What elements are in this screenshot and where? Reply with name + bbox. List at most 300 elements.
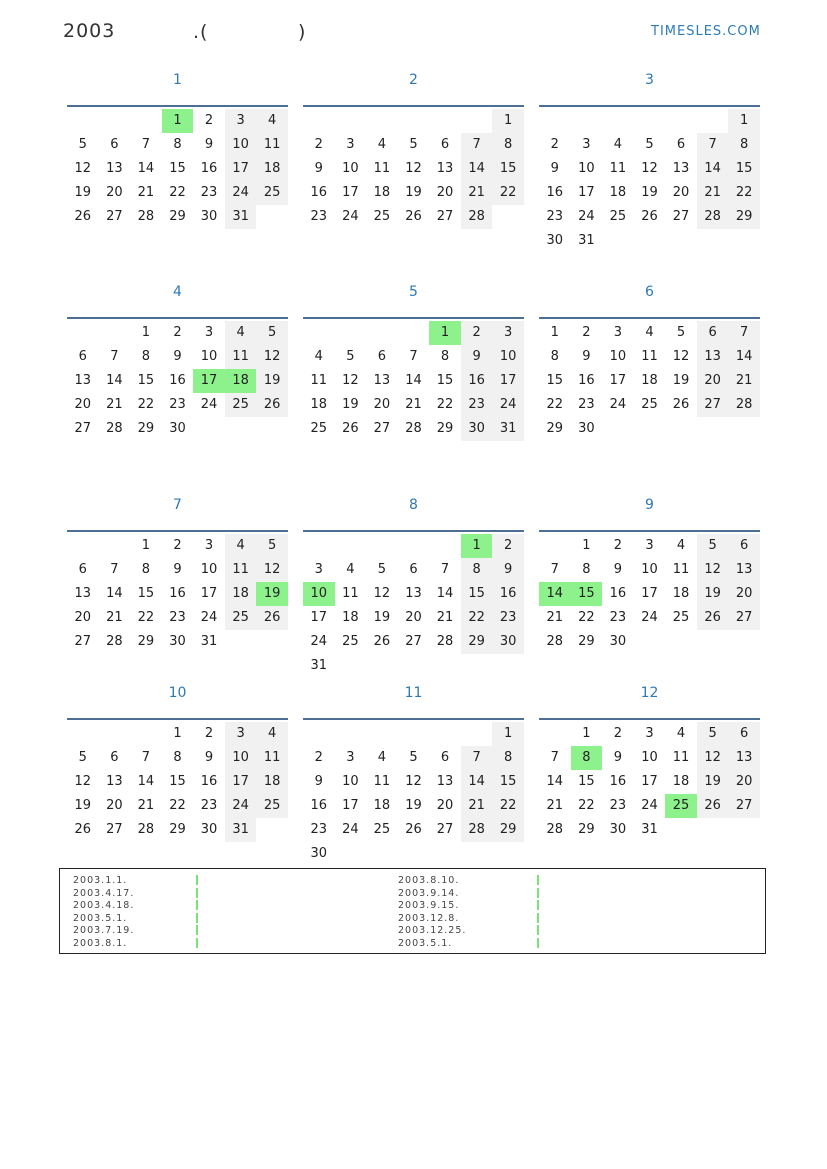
- day-cell[interactable]: 13: [697, 345, 729, 369]
- day-cell[interactable]: 15: [461, 582, 493, 606]
- day-cell[interactable]: 27: [436, 209, 454, 224]
- day-cell[interactable]: 22: [169, 185, 186, 200]
- day-cell[interactable]: 22: [492, 181, 524, 205]
- day-cell[interactable]: 15: [137, 586, 155, 601]
- day-cell[interactable]: 1: [162, 109, 194, 133]
- day-cell[interactable]: 4: [645, 325, 654, 340]
- day-cell[interactable]: 10: [200, 349, 218, 364]
- day-cell[interactable]: 9: [613, 562, 623, 577]
- day-cell[interactable]: 17: [641, 774, 658, 789]
- day-cell[interactable]: 29: [546, 421, 564, 436]
- day-cell[interactable]: 21: [697, 181, 729, 205]
- day-cell[interactable]: 26: [256, 606, 288, 630]
- day-cell[interactable]: 30: [578, 421, 595, 436]
- day-cell[interactable]: 24: [200, 610, 218, 625]
- day-cell[interactable]: 12: [405, 774, 422, 789]
- day-cell[interactable]: 1: [550, 325, 559, 340]
- day-cell[interactable]: 10: [609, 349, 627, 364]
- day-cell[interactable]: 16: [492, 582, 524, 606]
- day-cell[interactable]: 31: [578, 233, 595, 248]
- day-cell[interactable]: 21: [137, 185, 155, 200]
- day-cell[interactable]: 3: [204, 325, 214, 340]
- day-cell[interactable]: 14: [728, 345, 760, 369]
- day-cell[interactable]: 26: [342, 421, 359, 436]
- day-cell[interactable]: 15: [137, 373, 155, 388]
- day-cell[interactable]: 19: [256, 369, 288, 393]
- day-cell[interactable]: 18: [342, 610, 359, 625]
- day-cell[interactable]: 13: [672, 161, 690, 176]
- day-cell[interactable]: 19: [405, 185, 422, 200]
- day-cell[interactable]: 12: [342, 373, 359, 388]
- day-cell[interactable]: 26: [672, 397, 690, 412]
- day-cell[interactable]: 17: [310, 610, 328, 625]
- day-cell[interactable]: 6: [728, 534, 760, 558]
- day-cell[interactable]: 11: [672, 562, 690, 577]
- day-cell[interactable]: 2: [550, 137, 559, 152]
- day-cell[interactable]: 3: [225, 722, 257, 746]
- day-cell[interactable]: 5: [256, 534, 288, 558]
- day-cell[interactable]: 13: [405, 586, 422, 601]
- day-cell[interactable]: 10: [225, 746, 257, 770]
- day-cell[interactable]: 10: [578, 161, 595, 176]
- day-cell[interactable]: 4: [377, 137, 387, 152]
- day-cell[interactable]: 10: [200, 562, 218, 577]
- day-cell[interactable]: 14: [546, 774, 564, 789]
- day-cell[interactable]: 1: [173, 726, 182, 741]
- day-cell[interactable]: 3: [645, 538, 654, 553]
- day-cell[interactable]: 4: [314, 349, 323, 364]
- day-cell[interactable]: 14: [539, 582, 571, 606]
- day-cell[interactable]: 29: [461, 630, 493, 654]
- day-cell[interactable]: 6: [676, 137, 686, 152]
- day-cell[interactable]: 9: [173, 349, 182, 364]
- day-cell[interactable]: 28: [697, 205, 729, 229]
- day-cell[interactable]: 19: [74, 798, 92, 813]
- day-cell[interactable]: 29: [137, 421, 155, 436]
- day-cell[interactable]: 4: [225, 321, 257, 345]
- day-cell[interactable]: 22: [137, 397, 155, 412]
- day-cell[interactable]: 19: [405, 798, 422, 813]
- day-cell[interactable]: 24: [578, 209, 595, 224]
- day-cell[interactable]: 13: [106, 161, 123, 176]
- day-cell[interactable]: 7: [141, 137, 151, 152]
- day-cell[interactable]: 25: [256, 794, 288, 818]
- day-cell[interactable]: 4: [346, 562, 355, 577]
- day-cell[interactable]: 29: [169, 209, 186, 224]
- day-cell[interactable]: 12: [405, 161, 422, 176]
- day-cell[interactable]: 11: [225, 558, 257, 582]
- day-cell[interactable]: 16: [546, 185, 564, 200]
- day-cell[interactable]: 23: [200, 185, 218, 200]
- day-cell[interactable]: 3: [225, 109, 257, 133]
- day-cell[interactable]: 8: [492, 746, 524, 770]
- day-cell[interactable]: 22: [169, 798, 186, 813]
- day-cell[interactable]: 26: [373, 634, 391, 649]
- day-cell[interactable]: 10: [342, 161, 359, 176]
- day-cell[interactable]: 2: [314, 750, 323, 765]
- day-cell[interactable]: 25: [641, 397, 658, 412]
- day-cell[interactable]: 9: [204, 137, 214, 152]
- day-cell[interactable]: 16: [609, 586, 627, 601]
- day-cell[interactable]: 7: [550, 562, 559, 577]
- day-cell[interactable]: 21: [106, 610, 123, 625]
- day-cell[interactable]: 15: [492, 157, 524, 181]
- day-cell[interactable]: 5: [346, 349, 355, 364]
- day-cell[interactable]: 23: [169, 397, 186, 412]
- day-cell[interactable]: 8: [173, 750, 182, 765]
- day-cell[interactable]: 2: [314, 137, 323, 152]
- day-cell[interactable]: 23: [609, 610, 627, 625]
- day-cell[interactable]: 7: [697, 133, 729, 157]
- day-cell[interactable]: 19: [697, 582, 729, 606]
- day-cell[interactable]: 18: [225, 369, 257, 393]
- day-cell[interactable]: 14: [137, 161, 155, 176]
- day-cell[interactable]: 31: [225, 818, 257, 842]
- day-cell[interactable]: 20: [436, 798, 454, 813]
- day-cell[interactable]: 28: [106, 421, 123, 436]
- day-cell[interactable]: 31: [492, 417, 524, 441]
- day-cell[interactable]: 2: [204, 113, 214, 128]
- day-cell[interactable]: 30: [461, 417, 493, 441]
- day-cell[interactable]: 18: [310, 397, 328, 412]
- day-cell[interactable]: 21: [546, 798, 564, 813]
- day-cell[interactable]: 16: [578, 373, 595, 388]
- day-cell[interactable]: 18: [256, 770, 288, 794]
- day-cell[interactable]: 19: [697, 770, 729, 794]
- day-cell[interactable]: 23: [578, 397, 595, 412]
- day-cell[interactable]: 19: [256, 582, 288, 606]
- day-cell[interactable]: 11: [256, 746, 288, 770]
- day-cell[interactable]: 13: [436, 774, 454, 789]
- day-cell[interactable]: 16: [169, 586, 186, 601]
- day-cell[interactable]: 18: [641, 373, 658, 388]
- day-cell[interactable]: 13: [728, 558, 760, 582]
- day-cell[interactable]: 14: [436, 586, 454, 601]
- day-cell[interactable]: 13: [74, 586, 92, 601]
- day-cell[interactable]: 29: [169, 822, 186, 837]
- day-cell[interactable]: 14: [405, 373, 422, 388]
- day-cell[interactable]: 27: [106, 822, 123, 837]
- day-cell[interactable]: 5: [409, 750, 418, 765]
- day-cell[interactable]: 14: [106, 373, 123, 388]
- day-cell[interactable]: 9: [550, 161, 559, 176]
- day-cell[interactable]: 3: [582, 137, 591, 152]
- day-cell[interactable]: 29: [728, 205, 760, 229]
- day-cell[interactable]: 31: [200, 634, 218, 649]
- day-cell[interactable]: 13: [436, 161, 454, 176]
- day-cell[interactable]: 23: [609, 798, 627, 813]
- day-cell[interactable]: 6: [728, 722, 760, 746]
- day-cell[interactable]: 8: [550, 349, 559, 364]
- day-cell[interactable]: 30: [492, 630, 524, 654]
- day-cell[interactable]: 10: [641, 562, 658, 577]
- day-cell[interactable]: 7: [550, 750, 559, 765]
- day-cell[interactable]: 15: [169, 161, 186, 176]
- day-cell[interactable]: 22: [137, 610, 155, 625]
- day-cell[interactable]: 6: [78, 349, 87, 364]
- day-cell[interactable]: 8: [173, 137, 182, 152]
- day-cell[interactable]: 26: [697, 794, 729, 818]
- day-cell[interactable]: 25: [609, 209, 627, 224]
- day-cell[interactable]: 3: [204, 538, 214, 553]
- day-cell[interactable]: 24: [200, 397, 218, 412]
- day-cell[interactable]: 15: [169, 774, 186, 789]
- day-cell[interactable]: 5: [78, 750, 87, 765]
- day-cell[interactable]: 25: [310, 421, 328, 436]
- day-cell[interactable]: 8: [461, 558, 493, 582]
- day-cell[interactable]: 17: [225, 157, 257, 181]
- day-cell[interactable]: 26: [74, 822, 92, 837]
- day-cell[interactable]: 1: [492, 109, 524, 133]
- day-cell[interactable]: 12: [641, 161, 658, 176]
- day-cell[interactable]: 8: [728, 133, 760, 157]
- day-cell[interactable]: 15: [546, 373, 564, 388]
- day-cell[interactable]: 14: [461, 157, 493, 181]
- day-cell[interactable]: 27: [74, 421, 92, 436]
- day-cell[interactable]: 4: [256, 722, 288, 746]
- day-cell[interactable]: 3: [613, 325, 623, 340]
- day-cell[interactable]: 6: [110, 750, 119, 765]
- day-cell[interactable]: 7: [110, 562, 119, 577]
- day-cell[interactable]: 29: [578, 822, 595, 837]
- day-cell[interactable]: 28: [106, 634, 123, 649]
- day-cell[interactable]: 21: [405, 397, 422, 412]
- day-cell[interactable]: 20: [74, 610, 92, 625]
- day-cell[interactable]: 22: [728, 181, 760, 205]
- day-cell[interactable]: 31: [225, 205, 257, 229]
- day-cell[interactable]: 6: [110, 137, 119, 152]
- day-cell[interactable]: 23: [492, 606, 524, 630]
- day-cell[interactable]: 12: [256, 345, 288, 369]
- day-cell[interactable]: 6: [440, 750, 450, 765]
- day-cell[interactable]: 9: [613, 750, 623, 765]
- day-cell[interactable]: 24: [310, 634, 328, 649]
- day-cell[interactable]: 22: [436, 397, 454, 412]
- day-cell[interactable]: 4: [676, 726, 686, 741]
- day-cell[interactable]: 25: [665, 794, 697, 818]
- day-cell[interactable]: 18: [256, 157, 288, 181]
- day-cell[interactable]: 12: [697, 746, 729, 770]
- day-cell[interactable]: 19: [373, 610, 391, 625]
- day-cell[interactable]: 4: [225, 534, 257, 558]
- day-cell[interactable]: 6: [377, 349, 387, 364]
- day-cell[interactable]: 13: [74, 373, 92, 388]
- day-cell[interactable]: 14: [137, 774, 155, 789]
- day-cell[interactable]: 28: [137, 822, 155, 837]
- day-cell[interactable]: 9: [582, 349, 591, 364]
- day-cell[interactable]: 18: [225, 582, 257, 606]
- day-cell[interactable]: 2: [173, 538, 182, 553]
- day-cell[interactable]: 23: [310, 822, 328, 837]
- day-cell[interactable]: 20: [672, 185, 690, 200]
- day-cell[interactable]: 1: [582, 726, 591, 741]
- day-cell[interactable]: 17: [578, 185, 595, 200]
- day-cell[interactable]: 28: [436, 634, 454, 649]
- day-cell[interactable]: 15: [728, 157, 760, 181]
- day-cell[interactable]: 21: [546, 610, 564, 625]
- day-cell[interactable]: 22: [578, 798, 595, 813]
- day-cell[interactable]: 7: [728, 321, 760, 345]
- day-cell[interactable]: 12: [74, 774, 92, 789]
- day-cell[interactable]: 29: [578, 634, 595, 649]
- day-cell[interactable]: 16: [200, 774, 218, 789]
- day-cell[interactable]: 9: [492, 558, 524, 582]
- day-cell[interactable]: 5: [409, 137, 418, 152]
- day-cell[interactable]: 27: [106, 209, 123, 224]
- day-cell[interactable]: 25: [225, 393, 257, 417]
- day-cell[interactable]: 6: [78, 562, 87, 577]
- day-cell[interactable]: 11: [256, 133, 288, 157]
- day-cell[interactable]: 24: [641, 798, 658, 813]
- day-cell[interactable]: 10: [492, 345, 524, 369]
- day-cell[interactable]: 11: [225, 345, 257, 369]
- day-cell[interactable]: 1: [582, 538, 591, 553]
- day-cell[interactable]: 17: [200, 586, 218, 601]
- brand-logo[interactable]: TIMESLES.COM: [651, 24, 761, 39]
- day-cell[interactable]: 5: [78, 137, 87, 152]
- day-cell[interactable]: 8: [141, 349, 151, 364]
- day-cell[interactable]: 1: [728, 109, 760, 133]
- day-cell[interactable]: 4: [377, 750, 387, 765]
- day-cell[interactable]: 25: [373, 822, 391, 837]
- day-cell[interactable]: 11: [641, 349, 658, 364]
- day-cell[interactable]: 22: [546, 397, 564, 412]
- day-cell[interactable]: 20: [106, 798, 123, 813]
- day-cell[interactable]: 8: [141, 562, 151, 577]
- day-cell[interactable]: 11: [609, 161, 627, 176]
- day-cell[interactable]: 20: [436, 185, 454, 200]
- day-cell[interactable]: 24: [641, 610, 658, 625]
- day-cell[interactable]: 17: [492, 369, 524, 393]
- day-cell[interactable]: 11: [373, 161, 391, 176]
- day-cell[interactable]: 2: [582, 325, 591, 340]
- day-cell[interactable]: 13: [373, 373, 391, 388]
- day-cell[interactable]: 9: [314, 161, 323, 176]
- day-cell[interactable]: 30: [169, 421, 186, 436]
- day-cell[interactable]: 16: [200, 161, 218, 176]
- day-cell[interactable]: 15: [436, 373, 454, 388]
- day-cell[interactable]: 20: [74, 397, 92, 412]
- day-cell[interactable]: 4: [676, 538, 686, 553]
- day-cell[interactable]: 30: [200, 209, 218, 224]
- day-cell[interactable]: 28: [405, 421, 422, 436]
- day-cell[interactable]: 25: [256, 181, 288, 205]
- day-cell[interactable]: 31: [641, 822, 658, 837]
- day-cell[interactable]: 1: [492, 722, 524, 746]
- day-cell[interactable]: 13: [728, 746, 760, 770]
- day-cell[interactable]: 23: [310, 209, 328, 224]
- day-cell[interactable]: 10: [225, 133, 257, 157]
- day-cell[interactable]: 9: [461, 345, 493, 369]
- day-cell[interactable]: 9: [314, 774, 323, 789]
- day-cell[interactable]: 11: [310, 373, 328, 388]
- day-cell[interactable]: 26: [697, 606, 729, 630]
- day-cell[interactable]: 27: [74, 634, 92, 649]
- day-cell[interactable]: 18: [672, 586, 690, 601]
- day-cell[interactable]: 17: [342, 185, 359, 200]
- day-cell[interactable]: 3: [492, 321, 524, 345]
- day-cell[interactable]: 16: [609, 774, 627, 789]
- day-cell[interactable]: 28: [546, 634, 564, 649]
- day-cell[interactable]: 7: [440, 562, 450, 577]
- day-cell[interactable]: 20: [373, 397, 391, 412]
- day-cell[interactable]: 11: [373, 774, 391, 789]
- day-cell[interactable]: 25: [373, 209, 391, 224]
- day-cell[interactable]: 29: [137, 634, 155, 649]
- day-cell[interactable]: 12: [697, 558, 729, 582]
- day-cell[interactable]: 23: [461, 393, 493, 417]
- day-cell[interactable]: 30: [169, 634, 186, 649]
- day-cell[interactable]: 16: [461, 369, 493, 393]
- day-cell[interactable]: 7: [461, 746, 493, 770]
- day-cell[interactable]: 20: [405, 610, 422, 625]
- day-cell[interactable]: 22: [578, 610, 595, 625]
- day-cell[interactable]: 17: [193, 369, 225, 393]
- day-cell[interactable]: 14: [106, 586, 123, 601]
- day-cell[interactable]: 25: [672, 610, 690, 625]
- day-cell[interactable]: 21: [106, 397, 123, 412]
- day-cell[interactable]: 15: [578, 774, 595, 789]
- day-cell[interactable]: 12: [672, 349, 690, 364]
- day-cell[interactable]: 11: [672, 750, 690, 765]
- day-cell[interactable]: 12: [256, 558, 288, 582]
- day-cell[interactable]: 10: [641, 750, 658, 765]
- day-cell[interactable]: 14: [461, 770, 493, 794]
- day-cell[interactable]: 28: [461, 205, 493, 229]
- day-cell[interactable]: 21: [137, 798, 155, 813]
- day-cell[interactable]: 28: [728, 393, 760, 417]
- day-cell[interactable]: 5: [676, 325, 686, 340]
- day-cell[interactable]: 27: [728, 794, 760, 818]
- day-cell[interactable]: 3: [645, 726, 654, 741]
- day-cell[interactable]: 6: [409, 562, 418, 577]
- day-cell[interactable]: 4: [613, 137, 623, 152]
- day-cell[interactable]: 16: [310, 185, 328, 200]
- day-cell[interactable]: 18: [373, 798, 391, 813]
- day-cell[interactable]: 16: [310, 798, 328, 813]
- day-cell[interactable]: 17: [342, 798, 359, 813]
- day-cell[interactable]: 5: [697, 534, 729, 558]
- day-cell[interactable]: 2: [461, 321, 493, 345]
- day-cell[interactable]: 5: [377, 562, 387, 577]
- day-cell[interactable]: 25: [225, 606, 257, 630]
- day-cell[interactable]: 20: [728, 770, 760, 794]
- day-cell[interactable]: 22: [492, 794, 524, 818]
- day-cell[interactable]: 8: [582, 562, 591, 577]
- day-cell[interactable]: 30: [609, 822, 627, 837]
- day-cell[interactable]: 13: [106, 774, 123, 789]
- day-cell[interactable]: 28: [461, 818, 493, 842]
- day-cell[interactable]: 20: [697, 369, 729, 393]
- day-cell[interactable]: 24: [225, 181, 257, 205]
- day-cell[interactable]: 27: [728, 606, 760, 630]
- day-cell[interactable]: 23: [169, 610, 186, 625]
- day-cell[interactable]: 26: [256, 393, 288, 417]
- day-cell[interactable]: 24: [492, 393, 524, 417]
- day-cell[interactable]: 27: [672, 209, 690, 224]
- day-cell[interactable]: 30: [310, 846, 328, 861]
- day-cell[interactable]: 1: [461, 534, 493, 558]
- day-cell[interactable]: 4: [256, 109, 288, 133]
- day-cell[interactable]: 26: [74, 209, 92, 224]
- day-cell[interactable]: 5: [697, 722, 729, 746]
- day-cell[interactable]: 26: [405, 822, 422, 837]
- day-cell[interactable]: 27: [405, 634, 422, 649]
- day-cell[interactable]: 1: [141, 538, 151, 553]
- day-cell[interactable]: 9: [173, 562, 182, 577]
- day-cell[interactable]: 17: [225, 770, 257, 794]
- day-cell[interactable]: 8: [440, 349, 450, 364]
